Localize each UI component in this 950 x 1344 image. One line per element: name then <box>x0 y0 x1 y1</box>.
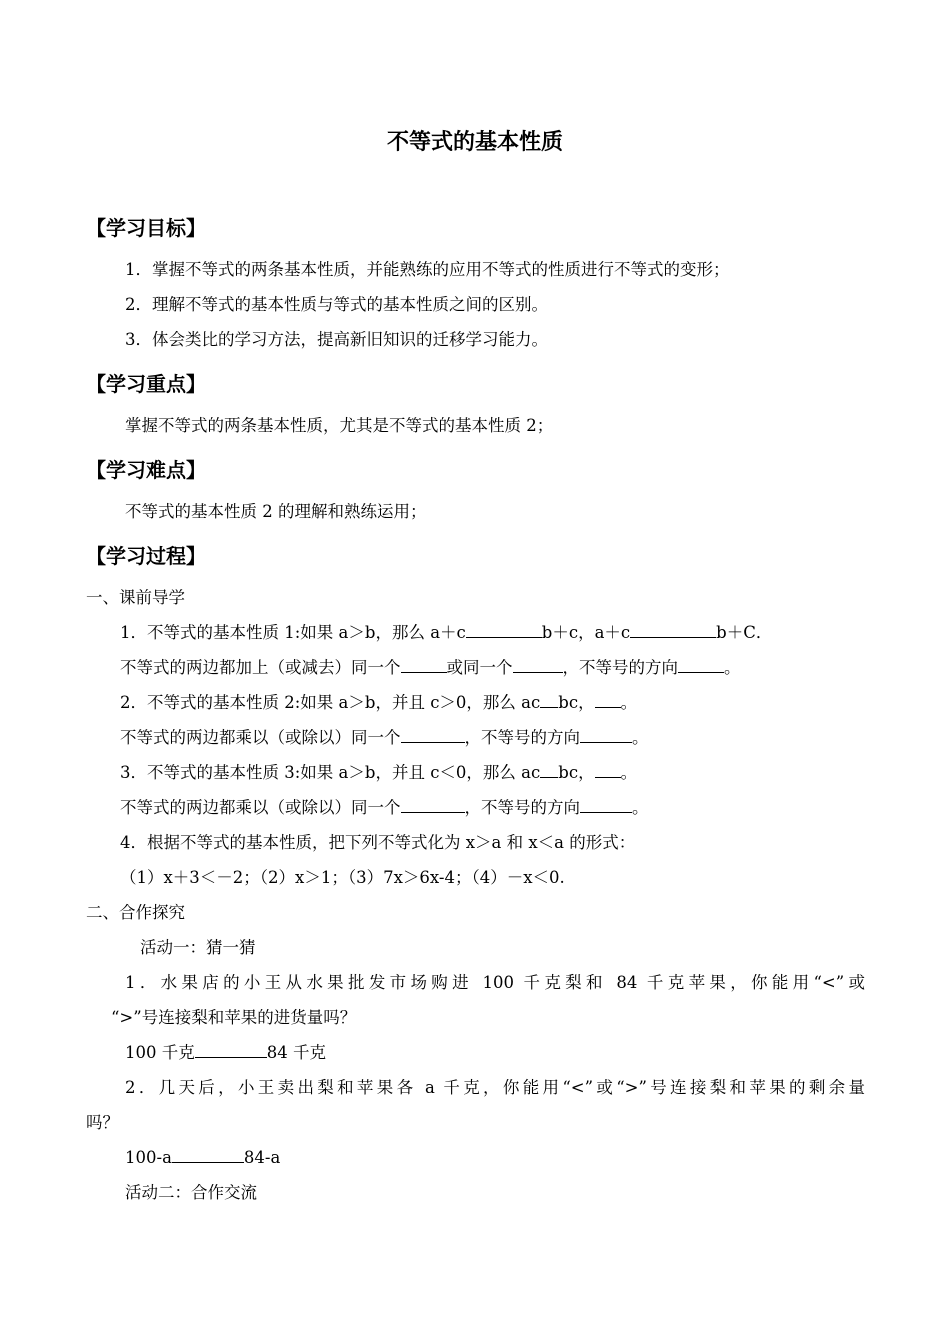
property3-statement: 3．不等式的基本性质 3:如果 a＞b，并且 c＜0，那么 ac bc， 。 <box>120 763 638 782</box>
question2-line1: 2．几天后，小王卖出梨和苹果各 a 千克，你能用“<”或“>”号连接梨和苹果的剩余量 <box>125 1078 865 1097</box>
difficult-heading: 【学习难点】 <box>86 458 206 482</box>
property1-statement: 1．不等式的基本性质 1:如果 a＞b，那么 a＋c b＋c，a＋c b＋C． <box>120 623 773 642</box>
answer-blank[interactable] <box>195 1041 267 1058</box>
key-text: 掌握不等式的两条基本性质，尤其是不等式的基本性质 2； <box>125 416 554 435</box>
question2-answer: 100-a 84-a <box>125 1148 281 1167</box>
answer-blank[interactable] <box>401 796 465 813</box>
process-heading: 【学习过程】 <box>86 544 206 568</box>
question1-line2: “>”号连接梨和苹果的进货量吗？ <box>111 1008 357 1027</box>
answer-blank[interactable] <box>540 691 558 708</box>
question2-line2: 吗？ <box>86 1113 119 1132</box>
question1-answer: 100 千克 84 千克 <box>125 1043 326 1062</box>
answer-blank[interactable] <box>678 656 724 673</box>
question1-line1: 1．水果店的小王从水果批发市场购进 100 千克梨和 84 千克苹果，你能用“<”或 <box>125 973 865 992</box>
answer-blank[interactable] <box>595 691 621 708</box>
answer-blank[interactable] <box>580 726 632 743</box>
property2-rule: 不等式的两边都乘以（或除以）同一个 ，不等号的方向 。 <box>120 728 649 747</box>
goal-item: 1．掌握不等式的两条基本性质，并能熟练的应用不等式的性质进行不等式的变形； <box>125 260 730 279</box>
answer-blank[interactable] <box>466 621 542 638</box>
answer-blank[interactable] <box>580 796 632 813</box>
answer-blank[interactable] <box>401 656 447 673</box>
property3-rule: 不等式的两边都乘以（或除以）同一个 ，不等号的方向 。 <box>120 798 649 817</box>
answer-blank[interactable] <box>630 621 716 638</box>
exercise-4-prompt: 4．根据不等式的基本性质，把下列不等式化为 x＞a 和 x＜a 的形式： <box>120 833 636 852</box>
answer-blank[interactable] <box>595 761 621 778</box>
answer-blank[interactable] <box>513 656 563 673</box>
answer-blank[interactable] <box>172 1146 244 1163</box>
exercise-4-items: （1）x＋3＜－2；（2）x＞1；（3）7x＞6x-4；（4）－x＜0. <box>120 868 565 887</box>
difficult-text: 不等式的基本性质 2 的理解和熟练运用； <box>125 502 427 521</box>
part2-heading: 二、合作探究 <box>86 903 185 922</box>
part1-heading: 一、课前导学 <box>86 588 185 607</box>
property2-statement: 2．不等式的基本性质 2:如果 a＞b，并且 c＞0，那么 ac bc， 。 <box>120 693 638 712</box>
activity1-title: 活动一：猜一猜 <box>140 938 256 957</box>
answer-blank[interactable] <box>401 726 465 743</box>
page-title: 不等式的基本性质 <box>386 130 563 155</box>
goals-heading: 【学习目标】 <box>86 216 206 240</box>
goal-item: 3．体会类比的学习方法，提高新旧知识的迁移学习能力。 <box>125 330 548 349</box>
property1-rule: 不等式的两边都加上（或减去）同一个 或同一个 ，不等号的方向 。 <box>120 658 741 677</box>
activity2-title: 活动二：合作交流 <box>125 1183 257 1202</box>
goal-item: 2．理解不等式的基本性质与等式的基本性质之间的区别。 <box>125 295 548 314</box>
key-heading: 【学习重点】 <box>86 372 206 396</box>
answer-blank[interactable] <box>540 761 558 778</box>
